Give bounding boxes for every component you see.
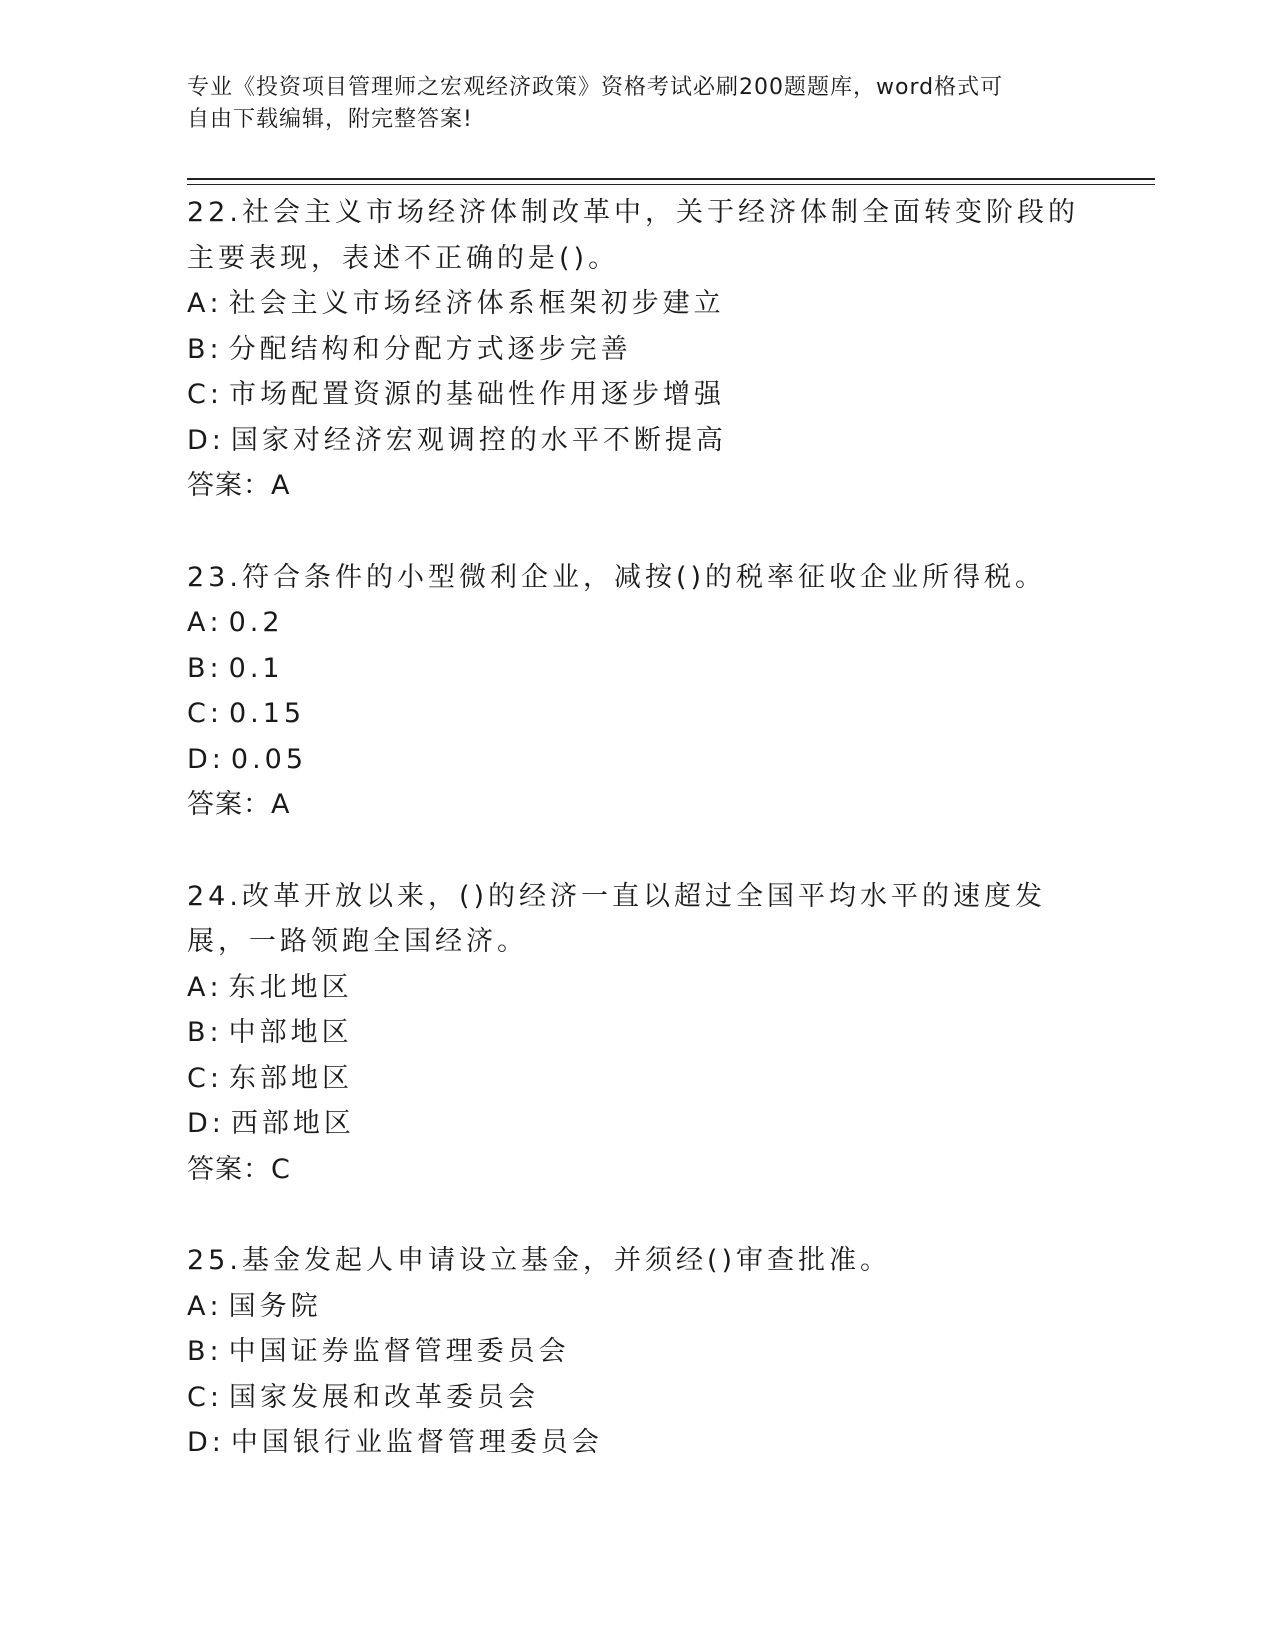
- option-d: D: 国家对经济宏观调控的水平不断提高: [187, 418, 1087, 464]
- question-stem: 25.基金发起人申请设立基金，并须经()审查批准。: [187, 1245, 892, 1276]
- question-stem: 23.符合条件的小型微利企业，减按()的税率征收企业所得税。: [187, 561, 1047, 593]
- option-letter: D: [187, 743, 212, 775]
- option-letter: C: [187, 1062, 210, 1094]
- option-text: 中部地区: [228, 1017, 353, 1048]
- option-text: 分配结构和分配方式逐步完善: [228, 333, 632, 365]
- option-letter: A: [187, 1290, 210, 1322]
- question-list: [187, 190, 1087, 1512]
- header-line-1: 专业《投资项目管理师之宏观经济政策》资格考试必刷200题题库，word格式可: [187, 75, 1004, 100]
- question-stem: 22.社会主义市场经济体制改革中，关于经济体制全面转变阶段的主要表现，表述不正确的是()。: [187, 197, 1079, 274]
- option-text: 东北地区: [228, 971, 353, 1003]
- answer-label: 答案：: [187, 470, 271, 501]
- option-a: A: 国务院: [187, 1284, 1087, 1330]
- option-text: 国家发展和改革委员会: [228, 1381, 539, 1413]
- option-b: B: 0.1: [187, 646, 1087, 692]
- answer-line: [187, 1147, 1087, 1193]
- option-letter: A: [187, 288, 210, 319]
- header-rule-thick: [187, 178, 1155, 180]
- answer-value: A: [271, 470, 291, 501]
- option-text: 0.1: [228, 652, 284, 684]
- option-c: C: 0.15: [187, 691, 1087, 737]
- option-letter: C: [187, 698, 210, 729]
- answer-value: A: [271, 789, 291, 820]
- option-letter: B: [187, 652, 210, 684]
- option-letter: D: [187, 1108, 212, 1139]
- option-b: B: 中部地区: [187, 1010, 1087, 1056]
- option-d: D: 0.05: [187, 737, 1087, 783]
- option-text: 0.15: [228, 698, 306, 729]
- option-letter: D: [187, 424, 212, 456]
- header-line-2: 自由下载编辑，附完整答案!: [187, 107, 473, 132]
- answer-line: [187, 463, 1087, 509]
- option-b: B: 分配结构和分配方式逐步完善: [187, 327, 1087, 373]
- answer-label: 答案：: [187, 789, 271, 820]
- option-letter: C: [187, 379, 210, 410]
- question-stem: 24.改革开放以来，()的经济一直以超过全国平均水平的速度发展，一路领跑全国经济。: [187, 880, 1047, 957]
- option-text: 东部地区: [228, 1062, 353, 1094]
- option-a: A: 0.2: [187, 600, 1087, 646]
- option-text: 国务院: [228, 1290, 322, 1322]
- option-letter: A: [187, 971, 210, 1003]
- header-rule-thin: [187, 184, 1155, 185]
- option-c: C: 东部地区: [187, 1056, 1087, 1102]
- question-25: [187, 1238, 1087, 1466]
- answer-line: [187, 782, 1087, 828]
- question-22: [187, 190, 1087, 509]
- document-header: [187, 72, 1067, 136]
- option-text: 0.05: [230, 743, 308, 775]
- answer-value: C: [271, 1153, 291, 1185]
- option-letter: D: [187, 1427, 212, 1458]
- question-23: [187, 555, 1087, 828]
- option-a: A: 东北地区: [187, 965, 1087, 1011]
- option-d: D: 中国银行业监督管理委员会: [187, 1420, 1087, 1466]
- option-text: 社会主义市场经济体系框架初步建立: [228, 288, 725, 319]
- option-letter: A: [187, 607, 210, 638]
- option-letter: B: [187, 333, 210, 365]
- option-letter: B: [187, 1017, 210, 1048]
- option-text: 国家对经济宏观调控的水平不断提高: [230, 424, 727, 456]
- answer-label: 答案：: [187, 1153, 271, 1185]
- option-text: 0.2: [228, 607, 284, 638]
- option-letter: B: [187, 1336, 210, 1367]
- question-24: [187, 874, 1087, 1193]
- option-text: 市场配置资源的基础性作用逐步增强: [228, 379, 725, 410]
- option-text: 西部地区: [230, 1108, 355, 1139]
- option-c: C: 国家发展和改革委员会: [187, 1375, 1087, 1421]
- option-d: D: 西部地区: [187, 1101, 1087, 1147]
- option-text: 中国银行业监督管理委员会: [230, 1427, 603, 1458]
- option-a: A: 社会主义市场经济体系框架初步建立: [187, 281, 1087, 327]
- option-letter: C: [187, 1381, 210, 1413]
- option-c: C: 市场配置资源的基础性作用逐步增强: [187, 372, 1087, 418]
- option-text: 中国证券监督管理委员会: [228, 1336, 570, 1367]
- option-b: B: 中国证券监督管理委员会: [187, 1329, 1087, 1375]
